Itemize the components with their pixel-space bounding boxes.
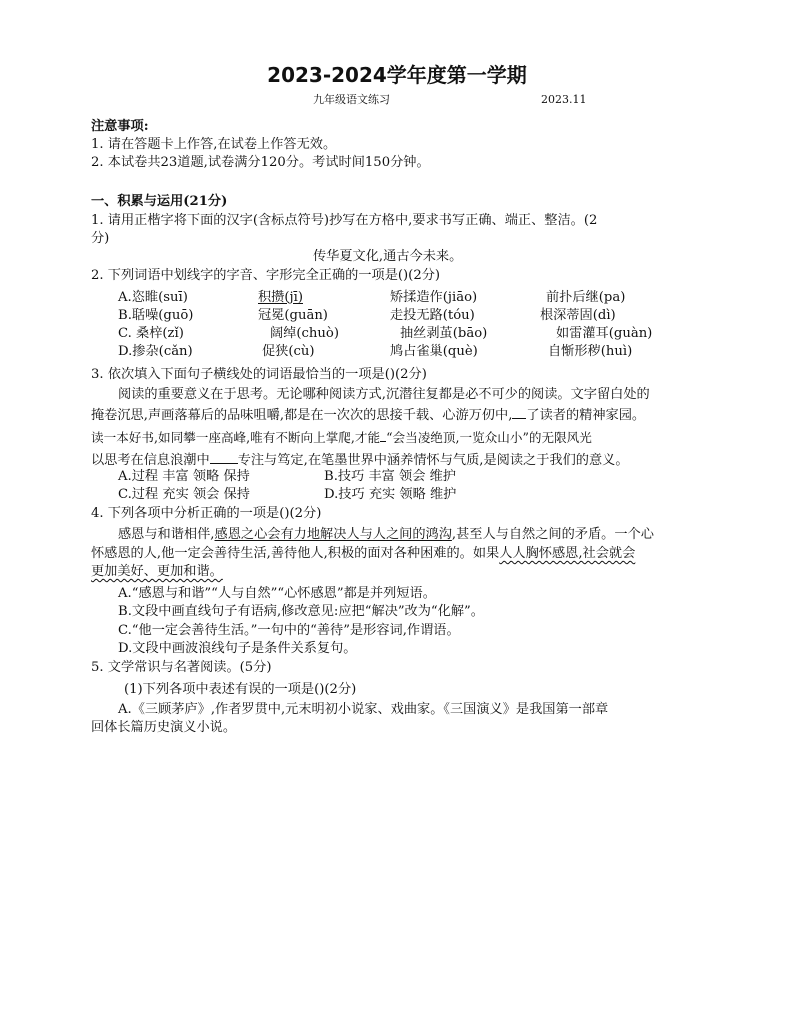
q4-option-c: C.“他一定会善待生活。”一句中的“善待”是形容词,作谓语。 — [118, 623, 460, 638]
q3-para-2a: 掩卷沉思,声画落幕后的品味咀嚼,都是在一次次的思接千载、心游万仞中, — [91, 408, 513, 423]
q3-para-3 — [91, 428, 592, 447]
q4-para-2 — [91, 545, 635, 563]
q1-copy-text: 传华夏文化,通古今未来。 — [313, 249, 463, 264]
note-item-1: 1. 请在答题卡上作答,在试卷上作答无效。 — [91, 137, 337, 152]
q1-stem-line2: 分) — [91, 231, 110, 246]
q2-a-2: 积攒(jī) — [258, 290, 303, 305]
q2-b-4: 根深蒂固(dì) — [540, 308, 616, 323]
exam-date: 2023.11 — [541, 93, 587, 106]
q2-c-4: 如雷灌耳(guàn) — [556, 326, 653, 341]
q2-c-1: C. 桑梓(zǐ) — [118, 326, 184, 341]
q2-a-1-text: A.恣睢(suī) — [118, 290, 188, 305]
q3-para-1: 阅读的重要意义在于思考。无论哪种阅读方式,沉潜往复都是必不可少的阅读。文字留白处的 — [118, 387, 650, 402]
section-heading: 一、积累与运用(21分) — [91, 194, 228, 209]
q3-option-c: C.过程 充实 领会 保持 — [118, 487, 250, 502]
q4-para-2a: 怀感恩的人,他一定会善待生活,善待他人,积极的面对各种困难的。如果 — [91, 546, 500, 561]
q4-para-3 — [91, 563, 223, 581]
q4-wavy-underline-2: 更加美好、更加和谐。 — [91, 564, 223, 579]
q2-d-3: 鸠占雀巢(què) — [390, 344, 478, 359]
q4-wavy-underline-1: 人人胸怀感恩,社会就会 — [499, 546, 636, 561]
q4-option-a: A.“感恩与和谐”“人与自然”“心怀感恩”都是并列短语。 — [118, 586, 436, 601]
q3-para-4 — [91, 450, 629, 470]
q3-para-3a: 读一本好书,如同攀一座高峰,唯有不断向上掌爬,才能 — [91, 430, 381, 445]
q3-para-3b: “会当凌绝顶,一览众山小”的无限风光 — [386, 430, 592, 445]
q5-option-a-line1: A.《三顾茅庐》,作者罗贯中,元末明初小说家、戏曲家。《三国演义》是我国第一部章 — [118, 702, 609, 717]
q3-stem: 3. 依次填入下面句子横线处的词语最恰当的一项是()(2分) — [91, 367, 427, 382]
q4-para-1c: ,甚至人与自然之间的矛盾。一个心 — [451, 527, 654, 542]
q3-blank-4 — [210, 450, 238, 464]
q3-para-2 — [91, 405, 645, 425]
q2-a-3: 矫揉造作(jiāo) — [390, 290, 478, 305]
q3-para-4b: 专注与笃定,在笔墨世界中涵养情怀与气质,是阅读之于我们的意义。 — [237, 453, 629, 468]
q5-sub-question-1: (1)下列各项中表述有误的一项是()(2分) — [124, 682, 357, 697]
q2-b-3: 走投无路(tóu) — [390, 308, 475, 323]
q2-d-2: 促狭(cù) — [262, 344, 315, 359]
q5-option-a-line2: 回体长篇历史演义小说。 — [91, 720, 237, 735]
q4-para-1a: 感恩与和谐相伴, — [118, 527, 215, 542]
q2-a-4: 前扑后继(pa) — [546, 290, 626, 305]
q2-c-3: 抽丝剥茧(bāo) — [400, 326, 488, 341]
q5-stem: 5. 文学常识与名著阅读。(5分) — [91, 660, 272, 675]
q1-stem-line1: 1. 请用正楷字将下面的汉字(含标点符号)抄写在方格中,要求书写正确、端正、整洁。(2 — [91, 213, 598, 228]
q2-d-1: D.掺杂(cǎn) — [118, 344, 193, 359]
q4-option-d: D.文段中画波浪线句子是条件关系复句。 — [118, 641, 357, 656]
page-title: 2023-2024学年度第一学期 — [267, 63, 527, 87]
q3-para-4a: 以思考在信息浪潮中 — [91, 453, 210, 468]
q2-a-1 — [118, 289, 188, 307]
q3-para-2b: 了读者的精神家园。 — [526, 408, 646, 423]
q2-b-1: B.聒噪(guō) — [118, 308, 194, 323]
q2-c-2: 阔绰(chuò) — [270, 326, 339, 341]
notes-heading: 注意事项: — [91, 119, 149, 134]
q4-straight-underline: 感恩之心会有力地解决人与人之间的鸿沟 — [214, 527, 452, 542]
q2-b-2: 冠冕(guān) — [258, 308, 328, 323]
q3-option-d: D.技巧 充实 领略 维护 — [324, 487, 457, 502]
page-subtitle: 九年级语文练习 — [313, 93, 390, 106]
q4-stem: 4. 下列各项中分析正确的一项是()(2分) — [91, 506, 322, 521]
q3-option-a: A.过程 丰富 领略 保持 — [118, 469, 250, 484]
q3-option-b: B.技巧 丰富 领会 维护 — [324, 469, 456, 484]
q3-blank-2 — [512, 405, 526, 419]
q2-stem: 2. 下列词语中划线字的字音、字形完全正确的一项是()(2分) — [91, 268, 441, 283]
note-item-2: 2. 本试卷共23道题,试卷满分120分。考试时间150分钟。 — [91, 155, 430, 170]
q4-para-1 — [118, 526, 654, 544]
q4-option-b: B.文段中画直线句子有语病,修改意见:应把“解决”改为“化解”。 — [118, 604, 484, 619]
q2-d-4: 自惭形秽(huì) — [548, 344, 633, 359]
